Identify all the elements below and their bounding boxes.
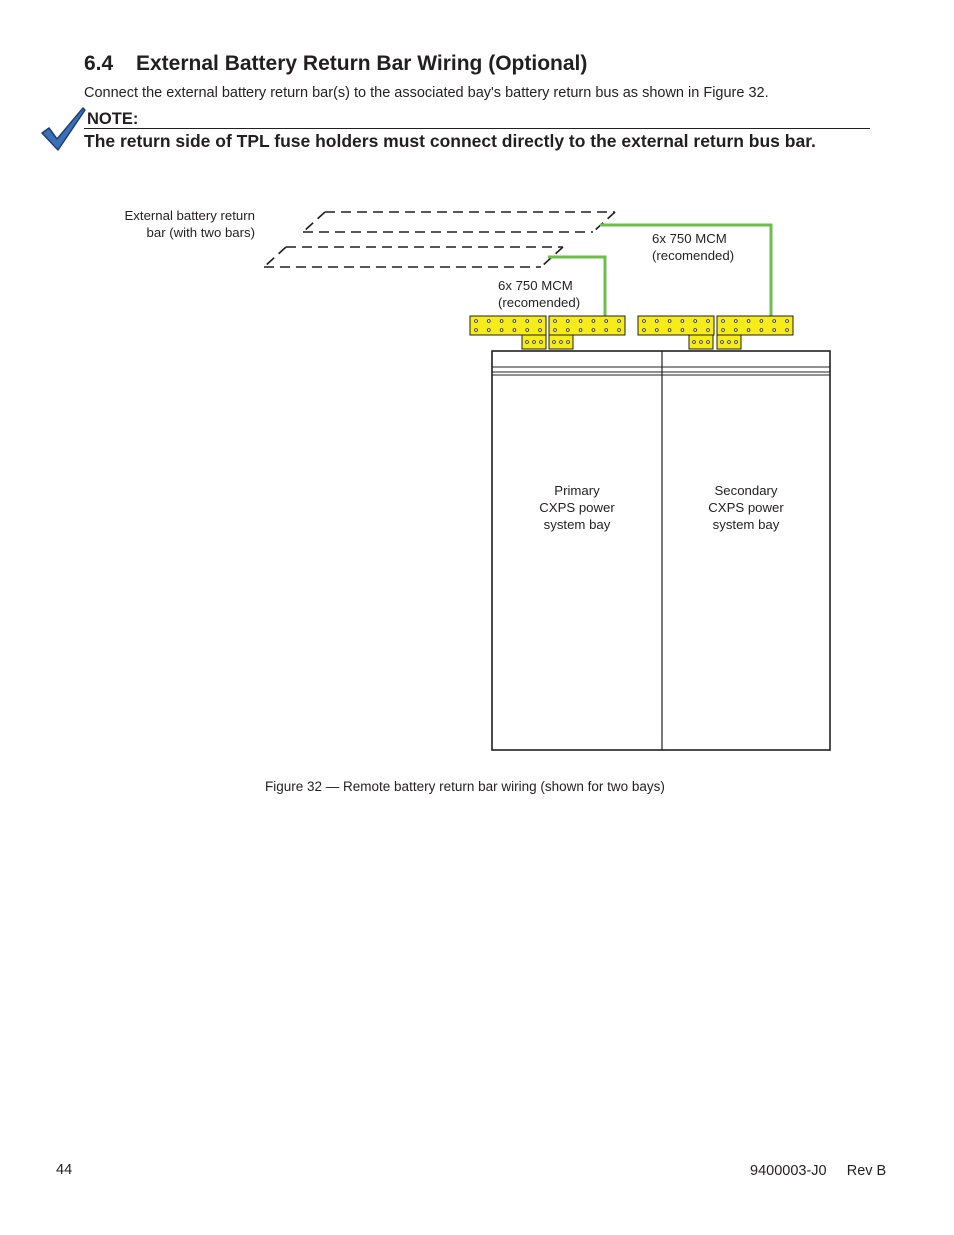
bolt-hole — [554, 329, 557, 332]
bolt-hole — [566, 320, 569, 323]
bolt-hole — [693, 341, 696, 344]
bolt-hole — [722, 329, 725, 332]
external-return-bar-upper — [303, 212, 615, 232]
bolt-hole — [707, 341, 710, 344]
bolt-hole — [655, 329, 658, 332]
bolt-hole — [773, 329, 776, 332]
bolt-hole — [681, 329, 684, 332]
bolt-hole — [747, 329, 750, 332]
bolt-hole — [567, 341, 570, 344]
external-return-bar-lower — [264, 247, 563, 267]
bolt-hole — [618, 320, 621, 323]
bolt-hole — [487, 329, 490, 332]
bolt-hole — [605, 320, 608, 323]
bolt-hole — [734, 329, 737, 332]
bay-enclosure — [492, 351, 830, 750]
bolt-hole — [668, 320, 671, 323]
bolt-hole — [618, 329, 621, 332]
bolt-hole — [728, 341, 731, 344]
page-number: 44 — [56, 1162, 73, 1178]
bolt-hole — [707, 320, 710, 323]
figure-caption: Figure 32 — Remote battery return bar wiring (shown for two bays) — [265, 779, 665, 794]
bolt-hole — [786, 320, 789, 323]
bolt-hole — [700, 341, 703, 344]
bolt-hole — [539, 329, 542, 332]
section-number: 6.4 — [84, 52, 114, 75]
bolt-hole — [760, 320, 763, 323]
bolt-hole — [500, 320, 503, 323]
bolt-hole — [605, 329, 608, 332]
bolt-hole — [734, 320, 737, 323]
bolt-hole — [668, 329, 671, 332]
bolt-hole — [760, 329, 763, 332]
busbar-primary — [470, 316, 625, 349]
secondary-bay-label: Secondary CXPS power system bay — [708, 483, 784, 532]
cable-right-label: 6x 750 MCM (recomended) — [652, 231, 735, 263]
bolt-hole — [500, 329, 503, 332]
section-title: External Battery Return Bar Wiring (Optional) — [136, 52, 588, 75]
bolt-hole — [475, 329, 478, 332]
bolt-hole — [513, 329, 516, 332]
bolt-hole — [475, 320, 478, 323]
document-id: 9400003-J0 Rev B — [750, 1163, 887, 1179]
bolt-hole — [526, 341, 529, 344]
bolt-hole — [566, 329, 569, 332]
return-bar-label: External battery return bar (with two bars) — [124, 208, 255, 240]
bolt-hole — [553, 341, 556, 344]
bolt-hole — [655, 320, 658, 323]
bolt-hole — [487, 320, 490, 323]
cable-left-label: 6x 750 MCM (recomended) — [498, 278, 581, 310]
primary-bay-label: Primary CXPS power system bay — [539, 483, 615, 532]
bolt-hole — [694, 320, 697, 323]
bolt-hole — [773, 320, 776, 323]
bolt-hole — [643, 329, 646, 332]
bolt-hole — [681, 320, 684, 323]
bolt-hole — [707, 329, 710, 332]
bolt-hole — [554, 320, 557, 323]
note-text: The return side of TPL fuse holders must connect directly to the external return bus bar. — [84, 131, 816, 151]
bolt-hole — [526, 320, 529, 323]
bolt-hole — [540, 341, 543, 344]
bolt-hole — [592, 320, 595, 323]
bolt-hole — [560, 341, 563, 344]
bolt-hole — [533, 341, 536, 344]
bolt-hole — [722, 320, 725, 323]
bolt-hole — [786, 329, 789, 332]
bolt-hole — [592, 329, 595, 332]
busbar-secondary — [638, 316, 793, 349]
bolt-hole — [747, 320, 750, 323]
bolt-hole — [643, 320, 646, 323]
bolt-hole — [694, 329, 697, 332]
bolt-hole — [721, 341, 724, 344]
bolt-hole — [539, 320, 542, 323]
bolt-hole — [579, 320, 582, 323]
bolt-hole — [579, 329, 582, 332]
bolt-hole — [735, 341, 738, 344]
bolt-hole — [513, 320, 516, 323]
bolt-hole — [526, 329, 529, 332]
intro-paragraph: Connect the external battery return bar(s) to the associated bay's battery return bus as shown in Figure 32. — [84, 85, 769, 101]
note-label: NOTE: — [87, 110, 139, 128]
